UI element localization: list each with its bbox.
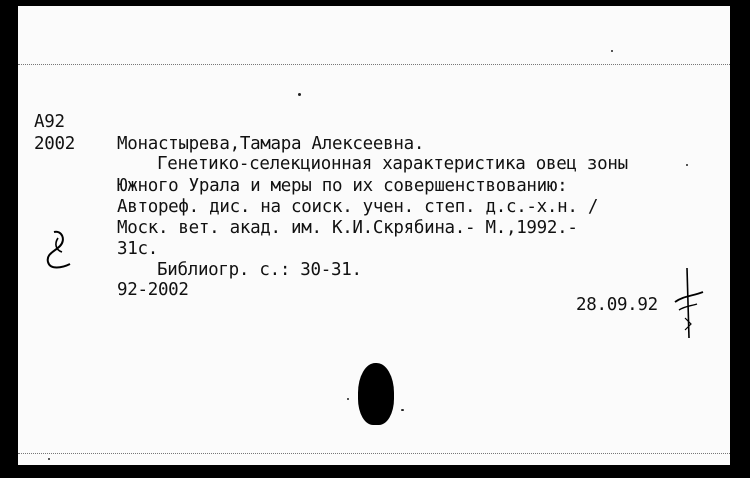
title-line-1: Генетико-селекционная характеристика овец зоны — [157, 154, 628, 174]
handwritten-mark — [40, 226, 80, 276]
year-mark: 2002 — [34, 134, 75, 154]
top-dotted-edge — [18, 64, 730, 65]
punch-hole — [358, 363, 394, 425]
accession-number: 92-2002 — [117, 280, 189, 300]
title-line-5: 31с. — [117, 239, 158, 259]
shelf-mark: А92 — [34, 112, 65, 132]
bottom-dotted-edge — [18, 453, 730, 454]
author-heading: Монастырева,Тамара Алексеевна. — [117, 134, 425, 154]
signature-mark — [673, 268, 713, 348]
bibliography-note: Библиогр. с.: 30-31. — [157, 260, 362, 280]
title-line-4: Моск. вет. акад. им. К.И.Скрябина.- М.,1992.- — [117, 218, 578, 238]
date-stamp: 28.09.92 — [576, 295, 658, 315]
catalog-card — [18, 6, 730, 465]
title-line-3: Автореф. дис. на соиск. учен. степ. д.с.-х.н. / — [117, 197, 599, 217]
title-line-2: Южного Урала и меры по их совершенствованию: — [117, 176, 568, 196]
